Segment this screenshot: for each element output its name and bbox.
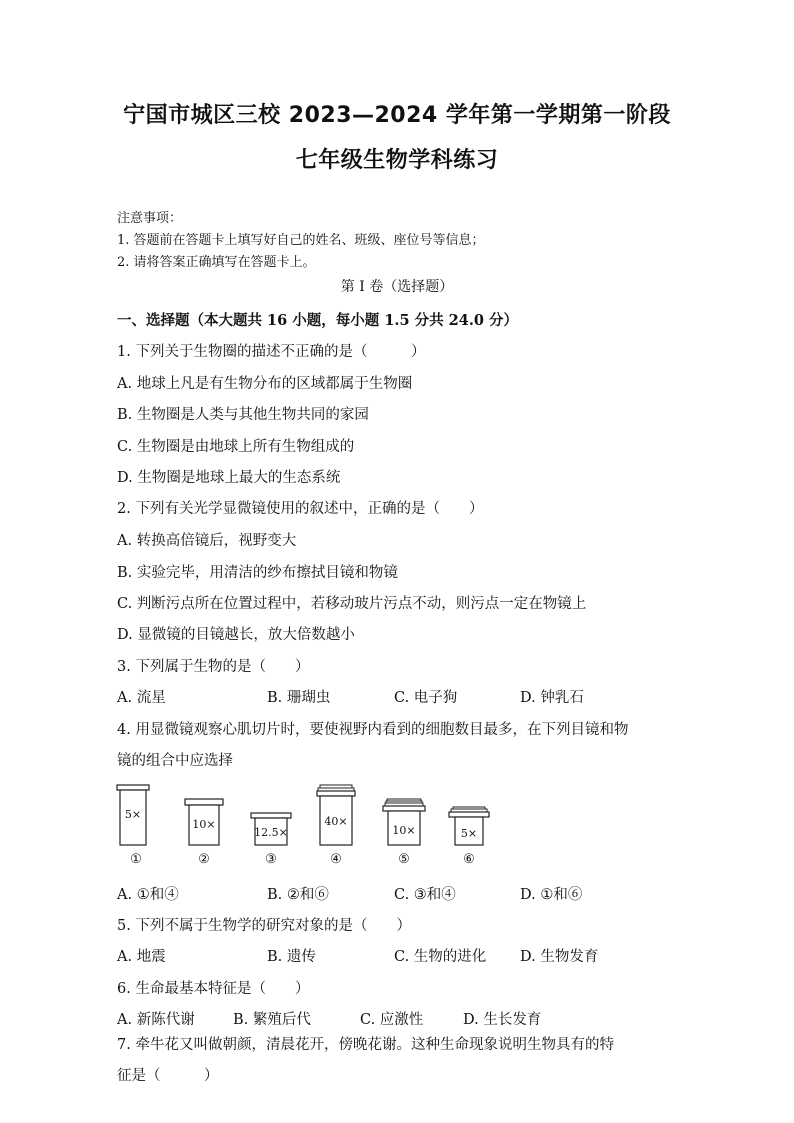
q3-option-b: B. 珊瑚虫	[267, 690, 331, 706]
notes-item-2: 2. 请将答案正确填写在答题卡上。	[117, 255, 316, 270]
q4-option-b: B. ②和⑥	[267, 887, 329, 903]
notes-heading: 注意事项：	[117, 211, 183, 226]
lens-5-drawing	[382, 798, 426, 846]
q3-stem: 3. 下列属于生物的是（ ）	[117, 659, 310, 675]
q6-option-d: D. 生长发育	[463, 1012, 542, 1028]
q3-option-c: C. 电子狗	[394, 690, 458, 706]
lens-2-label: 10×	[192, 818, 216, 831]
q6-option-a: A. 新陈代谢	[117, 1012, 195, 1028]
q4-option-a: A. ①和④	[117, 887, 179, 903]
q5-option-d: D. 生物发育	[520, 949, 599, 965]
q7-stem-line-1: 7. 牵牛花又叫做朝颜，清晨花开，傍晚花谢。这种生命现象说明生物具有的特	[117, 1037, 614, 1053]
q2-option-d: D. 显微镜的目镜越长，放大倍数越小	[117, 627, 355, 643]
q5-option-c: C. 生物的进化	[394, 949, 487, 965]
section-heading: 一、选择题（本大题共 16 小题，每小题 1.5 分共 24.0 分）	[117, 312, 519, 329]
q4-stem-line-1: 4. 用显微镜观察心肌切片时，要使视野内看到的细胞数目最多，在下列目镜和物	[117, 722, 629, 738]
q6-option-b: B. 繁殖后代	[233, 1012, 311, 1028]
lens-3-label: 12.5×	[254, 826, 288, 839]
q3-option-d: D. 钟乳石	[520, 690, 584, 706]
title-line-1: 宁国市城区三校 2023—2024 学年第一学期第一阶段	[123, 103, 671, 128]
q6-option-c: C. 应激性	[360, 1012, 424, 1028]
q4-option-d: D. ①和⑥	[520, 887, 583, 903]
lens-6-drawing	[448, 806, 490, 846]
lens-5-label: 10×	[392, 824, 416, 837]
notes-block	[117, 208, 485, 274]
q1-option-a: A. 地球上凡是有生物分布的区域都属于生物圈	[117, 376, 413, 392]
lens-5-number: ⑤	[398, 852, 410, 867]
lens-4-label: 40×	[324, 815, 348, 828]
lens-6-number: ⑥	[463, 852, 475, 867]
notes-item-1: 1. 答题前在答题卡上填写好自己的姓名、班级、座位号等信息；	[117, 233, 485, 248]
q6-stem: 6. 生命最基本特征是（ ）	[117, 981, 310, 997]
q5-option-a: A. 地震	[117, 949, 166, 965]
lens-6-label: 5×	[460, 827, 478, 840]
lens-2-number: ②	[198, 852, 210, 867]
lens-1-label: 5×	[124, 808, 142, 821]
q7-stem-line-2: 征是（ ）	[117, 1068, 219, 1084]
q1-option-b: B. 生物圈是人类与其他生物共同的家园	[117, 407, 369, 423]
q2-option-b: B. 实验完毕，用清洁的纱布擦拭目镜和物镜	[117, 565, 398, 581]
q1-option-d: D. 生物圈是地球上最大的生态系统	[117, 470, 341, 486]
lens-4-number: ④	[330, 852, 342, 867]
q5-option-b: B. 遗传	[267, 949, 316, 965]
lens-3-number: ③	[265, 852, 277, 867]
q5-stem: 5. 下列不属于生物学的研究对象的是（ ）	[117, 918, 411, 934]
q2-stem: 2. 下列有关光学显微镜使用的叙述中，正确的是（ ）	[117, 501, 484, 517]
q2-option-a: A. 转换高倍镜后，视野变大	[117, 533, 297, 549]
q3-option-a: A. 流星	[117, 690, 166, 706]
q2-option-c: C. 判断污点所在位置过程中，若移动玻片污点不动，则污点一定在物镜上	[117, 596, 587, 612]
lens-1-number: ①	[130, 852, 142, 867]
part-title: 第 I 卷（选择题）	[340, 279, 454, 295]
q1-option-c: C. 生物圈是由地球上所有生物组成的	[117, 439, 355, 455]
title-line-2: 七年级生物学科练习	[295, 148, 499, 173]
q4-stem-line-2: 镜的组合中应选择	[117, 753, 233, 769]
q4-option-c: C. ③和④	[394, 887, 456, 903]
q1-stem: 1. 下列关于生物圈的描述不正确的是（ ）	[117, 344, 426, 360]
